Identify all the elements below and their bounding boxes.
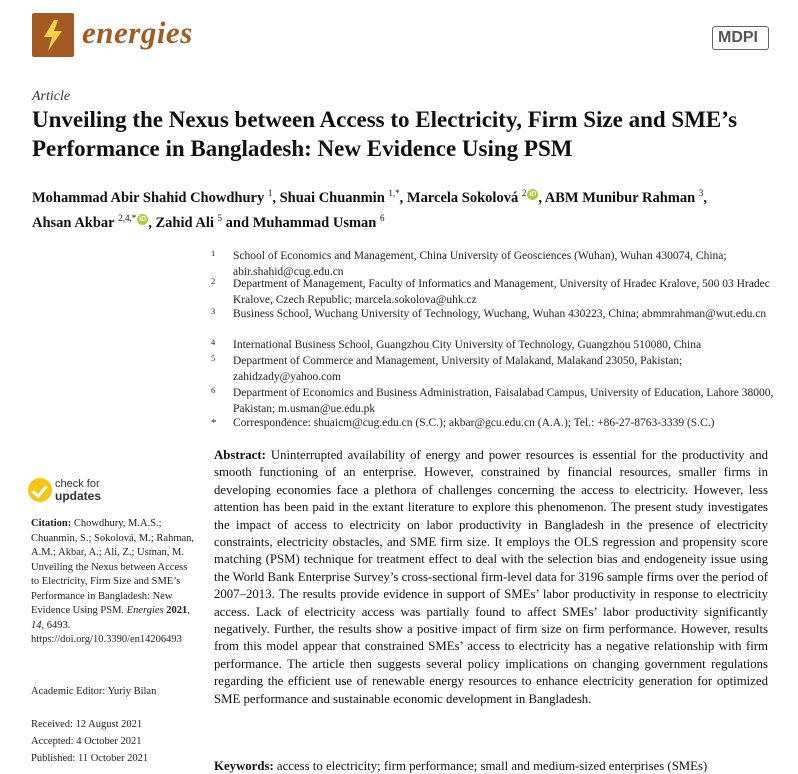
paper-title: Unveiling the Nexus between Access to Electricity, Firm Size and SME’s Performance in Bangladesh: New Evidence Using PSM	[32, 107, 738, 161]
affiliation-number: 6	[211, 385, 216, 395]
citation-volume: 14	[31, 619, 42, 631]
article-type: Article	[32, 89, 71, 104]
check-for-updates-button[interactable]	[55, 478, 101, 502]
author[interactable]: Muhammad Usman	[252, 214, 377, 231]
affiliation-text: School of Economics and Management, China University of Geosciences (Wuhan), Wuhan 430074, China; abir.shahid@cug.edu.cn	[233, 250, 727, 278]
check-updates-line1: check for	[55, 478, 100, 490]
check-for-updates-icon[interactable]	[28, 478, 52, 502]
editor-label: Academic Editor:	[31, 686, 106, 697]
lightning-icon	[32, 13, 74, 57]
author-sup: 5	[217, 212, 223, 223]
check-updates-line2: updates	[55, 489, 102, 503]
affiliation	[211, 354, 781, 385]
author[interactable]: Mohammad Abir Shahid Chowdhury	[32, 189, 265, 206]
published-label: Published:	[31, 753, 76, 764]
affiliation-text: Correspondence: shuaicm@cug.edu.cn (S.C.); akbar@gcu.edu.cn (A.A.); Tel.: +86-27-8763-3339 (S.C.)	[233, 417, 715, 429]
abstract	[214, 447, 768, 708]
affiliation-number: 2	[211, 276, 216, 286]
affiliation	[211, 338, 781, 354]
published-value: 11 October 2021	[77, 753, 149, 764]
citation: Citation: Chowdhury, M.A.S.; Chuanmin, S.; Sokolová, M.; Rahman, A.M.; Akbar, A.; Ali, Z.; Usman, M. Unveiling the Nexus between Access to Electricity, Firm Size and SME’s Performance in Bangladesh: New Evidence Using PSM. Energies 2021, 14, 6493. https://doi.org/10.3390/en14206493	[31, 518, 195, 645]
affiliation-number: 4	[211, 337, 216, 347]
journal-name[interactable]: energies	[82, 15, 193, 50]
citation-label: Citation:	[31, 518, 72, 529]
affiliation	[211, 277, 781, 308]
published-date	[31, 752, 198, 767]
citation-text: Chowdhury, M.A.S.; Chuanmin, S.; Sokolová, M.; Rahman, A.M.; Akbar, A.; Ali, Z.; Usman, M. Unveiling the Nexus between Access to Electricity, Firm Size and SME’s Performance in Bangladesh: New Evidence Using PSM.	[31, 518, 195, 616]
correspondence	[211, 416, 781, 432]
affiliation-number: 5	[211, 353, 216, 363]
citation-doi-link[interactable]: , 6493. https://doi.org/10.3390/en14206493	[31, 619, 182, 645]
author-sup: 1,*	[388, 188, 400, 198]
orcid-icon[interactable]: iD	[139, 215, 147, 223]
author-list: Mohammad Abir Shahid Chowdhury $^1$, Shuai Chuanmin $^{1,*}$, Marcela Sokolová $^2$ iD , ABM Munibur Rahman $^3$, Ahsan Akbar $^{2,4,*}$ iD , Zahid Ali $^5$ and Muhammad Usman $^6$	[32, 188, 707, 231]
journal-logo	[32, 13, 74, 57]
author-sup: 2,4,*	[118, 212, 137, 223]
keywords-text: access to electricity; firm performance; small and medium-sized enterprises (SMEs)	[276, 759, 708, 773]
affiliation-text: Department of Economics and Business Administration, Faisalabad Campus, University of Education, Lahore 38000, Pakistan; m.usman@ue.edu.pk	[233, 387, 774, 415]
author[interactable]: ABM Munibur Rahman	[544, 189, 696, 206]
affiliation	[211, 386, 781, 417]
accepted-label: Accepted:	[31, 736, 74, 747]
editor-name: Yuriy Bilan	[107, 686, 157, 697]
affiliation-text: Department of Management, Faculty of Informatics and Management, University of Hradec Kralove, 500 03 Hradec Kralove, Czech Republic; marcela.sokolova@uhk.cz	[233, 278, 770, 306]
affiliation-text: International Business School, Guangzhou City University of Technology, Guangzhou 510080, China	[233, 339, 702, 351]
publisher-name: MDPI	[718, 29, 758, 46]
affiliation-number: *	[211, 417, 217, 429]
citation-journal: Energies	[126, 605, 164, 616]
accepted-value: 4 October 2021	[76, 736, 142, 747]
academic-editor	[31, 685, 198, 700]
abstract-text: Uninterrupted availability of energy and power resources is essential for the productivity and smooth functioning of an enterprise. However, constrained by financial resources, smaller firms in developing economies face a plethora of challenges concerning the access to electricity. However, less attention has been paid in the extant literature to explore this phenomenon. The present study investigates the impact of access to electricity on labor productivity in Bangladesh in the presence of electricity constraints, electricity obstacles, and SME firm size. It employs the OLS regression and propensity score matching (PSM) technique for treatment effect to deal with the selection bias and endogeneity issue using the World Bank Enterprise Survey’s cross-sectional firm-level data for 3196 sample firms over the period of 2007–2013. The results provide evidence in support of SMEs’ labor productivity in response to electricity access. Lack of electricity access was partially found to affect SMEs’ labor productivity significantly negatively. Further, the results show a positive impact of firm size on firm performance. However, results from this model appear that constrained SMEs’ access to electricity has a negative relationship with firm performance. The article then suggests several policy implications on changing government regulations regarding the efficient use of renewable energy resources to enhance electricity generation for optimized SME performance and sustainable economic development in Bangladesh.	[214, 448, 768, 706]
author-sup: 2	[521, 188, 527, 198]
author-sup: 3	[698, 188, 704, 198]
affiliation	[211, 249, 781, 280]
received-date	[31, 718, 198, 733]
affiliation-text: Department of Commerce and Management, University of Malakand, Malakand 23050, Pakistan; zahidzady@yahoo.com	[233, 355, 683, 383]
abstract-label: Abstract:	[214, 448, 266, 462]
affiliation-number: 3	[211, 306, 216, 316]
affiliation-text: Business School, Wuchang University of Technology, Wuchang, Wuhan 430223, China; abmmrahman@wut.edu.cn	[233, 308, 767, 320]
received-label: Received:	[31, 719, 73, 730]
orcid-icon[interactable]: iD	[529, 191, 537, 198]
affiliation-number: 1	[211, 248, 216, 258]
author[interactable]: Marcela Sokolová	[406, 189, 519, 206]
author[interactable]: Zahid Ali	[155, 214, 214, 231]
keywords-label: Keywords:	[214, 759, 274, 773]
citation-year: 2021	[166, 605, 188, 616]
author[interactable]: Ahsan Akbar	[32, 214, 115, 231]
received-value: 12 August 2021	[75, 719, 143, 730]
keywords	[214, 759, 774, 774]
author-sup: 6	[379, 212, 385, 223]
author[interactable]: Shuai Chuanmin	[279, 189, 385, 206]
affiliation	[211, 307, 781, 323]
author-sup: 1	[267, 188, 273, 198]
accepted-date	[31, 735, 198, 750]
